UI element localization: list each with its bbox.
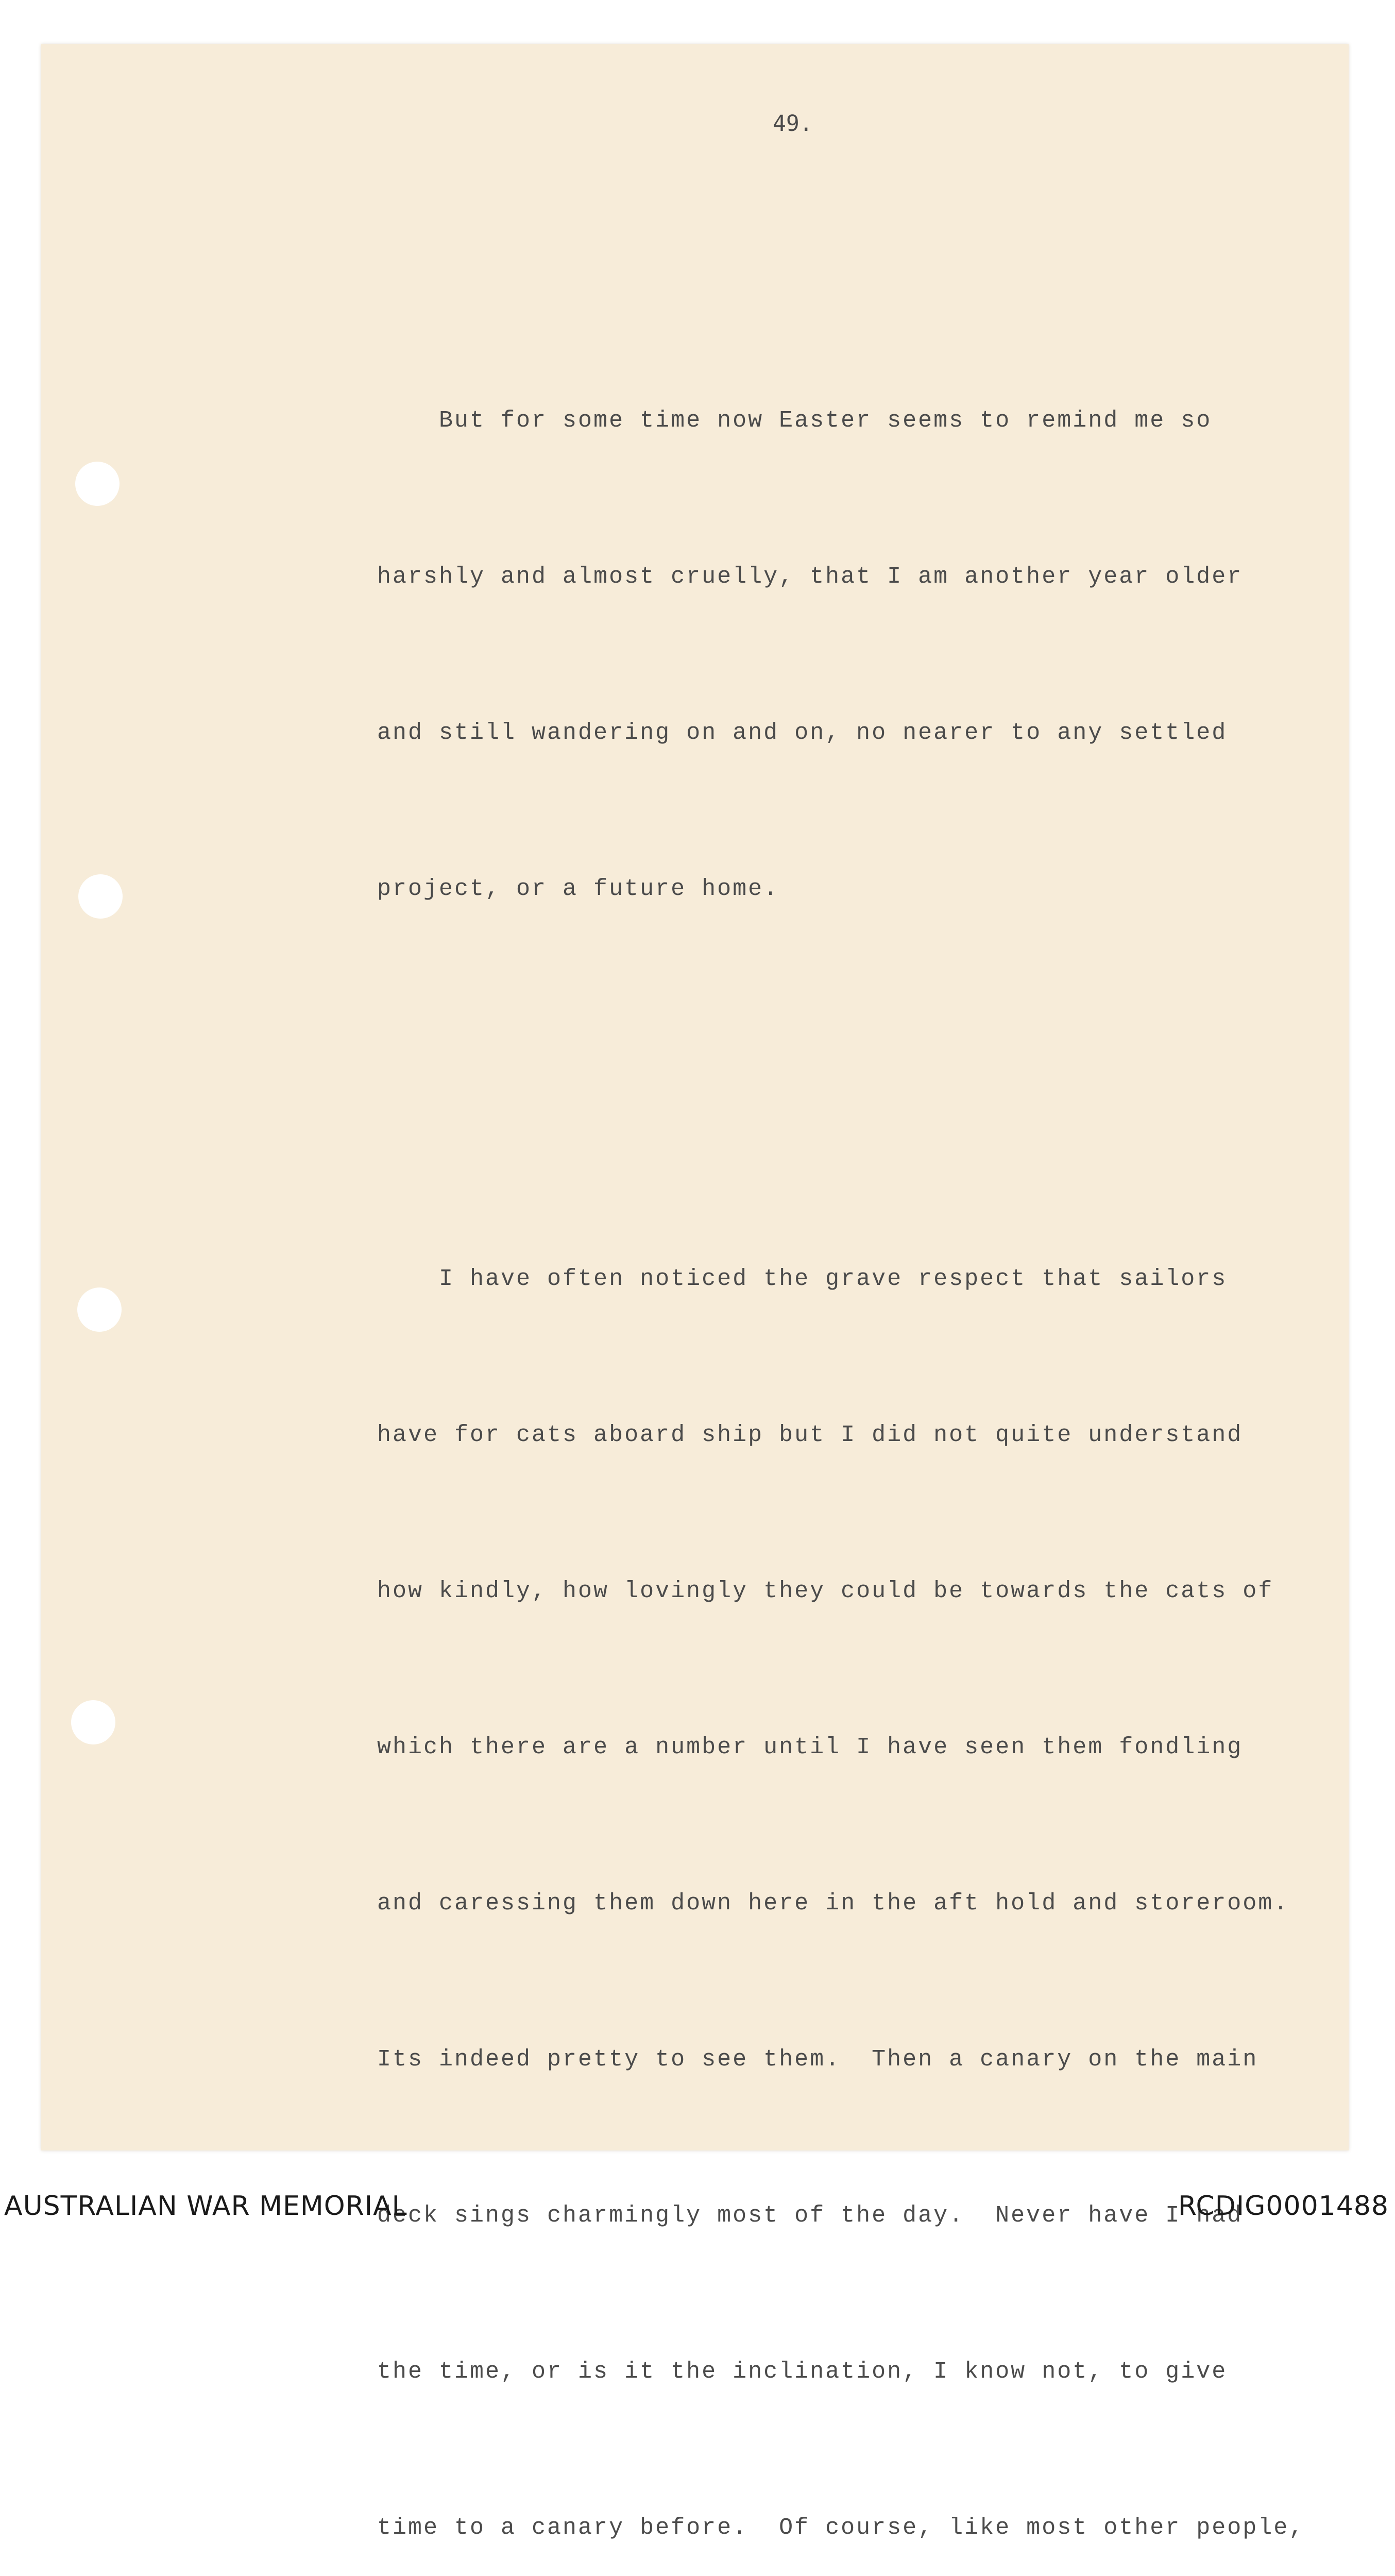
paragraph-cats-canary bbox=[377, 1149, 1356, 2576]
text-line: and caressing them down here in the aft hold and storeroom. bbox=[377, 1890, 1289, 1917]
text-line: time to a canary before. Of course, like most other people, bbox=[377, 2515, 1305, 2541]
text-line: deck sings charmingly most of the day. Never have I had bbox=[377, 2202, 1243, 2229]
institution-credit: AUSTRALIAN WAR MEMORIAL bbox=[4, 2191, 407, 2222]
punch-hole bbox=[75, 462, 120, 506]
text-line: and still wandering on and on, no nearer to any settled bbox=[377, 720, 1228, 746]
text-line: Its indeed pretty to see them. Then a canary on the main bbox=[377, 2046, 1258, 2073]
text-line: the time, or is it the inclination, I know not, to give bbox=[377, 2359, 1228, 2385]
text-line: how kindly, how lovingly they could be towards the cats of bbox=[377, 1578, 1274, 1604]
page-number: 49. bbox=[773, 111, 813, 137]
text-line: project, or a future home. bbox=[377, 876, 779, 902]
text-line: I have often noticed the grave respect that sailors bbox=[377, 1266, 1228, 1292]
punch-hole bbox=[77, 1287, 122, 1332]
text-line: But for some time now Easter seems to remind me so bbox=[377, 408, 1212, 434]
record-reference: RCDIG0001488 bbox=[1178, 2191, 1389, 2222]
paragraph-easter bbox=[377, 291, 1356, 1019]
text-line: have for cats aboard ship but I did not quite understand bbox=[377, 1422, 1243, 1448]
punch-hole bbox=[71, 1700, 115, 1744]
punch-hole bbox=[78, 874, 123, 919]
text-line: which there are a number until I have seen them fondling bbox=[377, 1734, 1243, 1760]
text-line: harshly and almost cruelly, that I am another year older bbox=[377, 564, 1243, 590]
